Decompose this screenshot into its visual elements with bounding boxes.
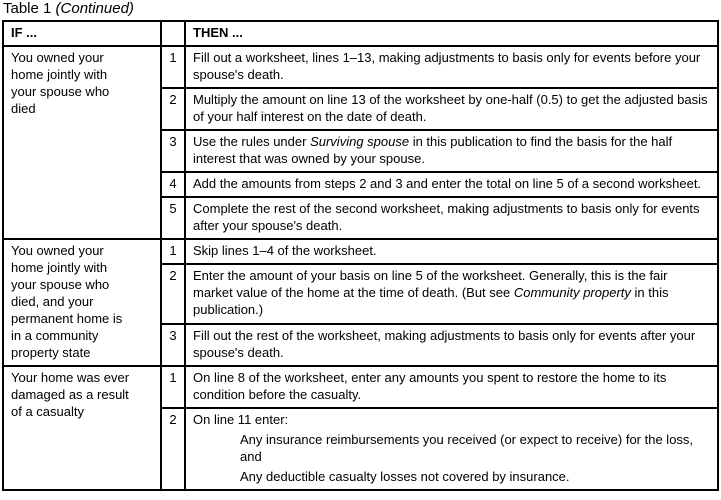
step-instruction-cell — [185, 324, 718, 366]
page-title-continued: (Continued) — [55, 0, 134, 17]
instruction-italic-reference: Surviving spouse — [310, 134, 410, 149]
instruction-text: in this publication to find the basis for the half interest that was owned by your spouse. — [193, 134, 673, 166]
step-row — [3, 366, 718, 408]
step-number-cell: 3 — [161, 324, 185, 366]
instruction-text: Enter the amount of your basis on line 5 of the worksheet. Generally, this is the fair market value of the home at the time of death. (But see — [193, 268, 668, 301]
instruction-text: Skip lines 1–4 of the worksheet. — [193, 243, 377, 258]
if-condition-cell — [3, 46, 161, 239]
instruction-text: Use the rules under — [193, 134, 311, 149]
step-number-column-header — [161, 21, 185, 46]
step-instruction-cell — [185, 46, 718, 88]
step-instruction-cell — [185, 88, 718, 130]
instruction-italic-reference: Community property — [513, 285, 631, 301]
step-instruction-cell — [185, 408, 718, 490]
step-instruction-cell — [185, 366, 718, 408]
instruction-text: On line 8 of the worksheet, enter any amounts you spent to restore the home to its condition before the casualty. — [193, 370, 667, 402]
if-condition-text: You owned your home jointly with your spouse who died, and your permanent home is in a community property state — [11, 243, 123, 360]
step-number-cell: 1 — [161, 366, 185, 408]
step-number-cell: 2 — [161, 264, 185, 323]
step-number-cell: 3 — [161, 130, 185, 172]
step-number-cell: 1 — [161, 46, 185, 88]
step-instruction-cell — [185, 197, 718, 239]
if-condition-cell — [3, 366, 161, 490]
step-number-cell: 5 — [161, 197, 185, 239]
step-instruction-cell — [185, 172, 718, 197]
step-row — [3, 239, 718, 264]
instruction-text: in this publication.) — [193, 285, 669, 318]
if-column-header: IF ... — [3, 21, 161, 46]
instruction-text: Fill out a worksheet, lines 1–13, making adjustments to basis only for events before your spouse's death. — [193, 50, 701, 82]
step-instruction-cell — [185, 239, 718, 264]
if-condition-text: You owned your home jointly with your spouse who died — [11, 50, 110, 116]
step-number-cell: 1 — [161, 239, 185, 264]
table-body — [3, 46, 718, 490]
instruction-subitem: Any deductible casualty losses not covered by insurance. — [240, 469, 570, 484]
step-instruction-cell — [185, 264, 718, 323]
step-number-cell: 4 — [161, 172, 185, 197]
page-title-prefix: Table 1 — [3, 0, 56, 17]
step-number-cell: 2 — [161, 408, 185, 490]
then-column-header: THEN ... — [185, 21, 718, 46]
instruction-text: Multiply the amount on line 13 of the worksheet by one-half (0.5) to get the adjusted basis of your half interest on the date of death. — [193, 92, 708, 124]
instruction-text: Fill out the rest of the worksheet, making adjustments to basis only for events after your spouse's death. — [193, 327, 696, 360]
instruction-subitem: Any insurance reimbursements you received (or expect to receive) for the loss, and — [240, 432, 694, 464]
instruction-text: Complete the rest of the second worksheet, making adjustments to basis only for events after your spouse's death. — [193, 201, 700, 233]
step-row — [3, 46, 718, 88]
page-title — [3, 0, 134, 18]
instruction-text: Add the amounts from steps 2 and 3 and enter the total on line 5 of a second worksheet. — [193, 176, 702, 191]
if-then-decision-table — [2, 20, 719, 491]
header-row — [3, 21, 718, 46]
step-number-cell: 2 — [161, 88, 185, 130]
step-instruction-cell — [185, 130, 718, 172]
instruction-text: On line 11 enter: — [193, 412, 289, 427]
if-condition-cell — [3, 239, 161, 366]
if-condition-text: Your home was ever damaged as a result of a casualty — [11, 370, 130, 419]
